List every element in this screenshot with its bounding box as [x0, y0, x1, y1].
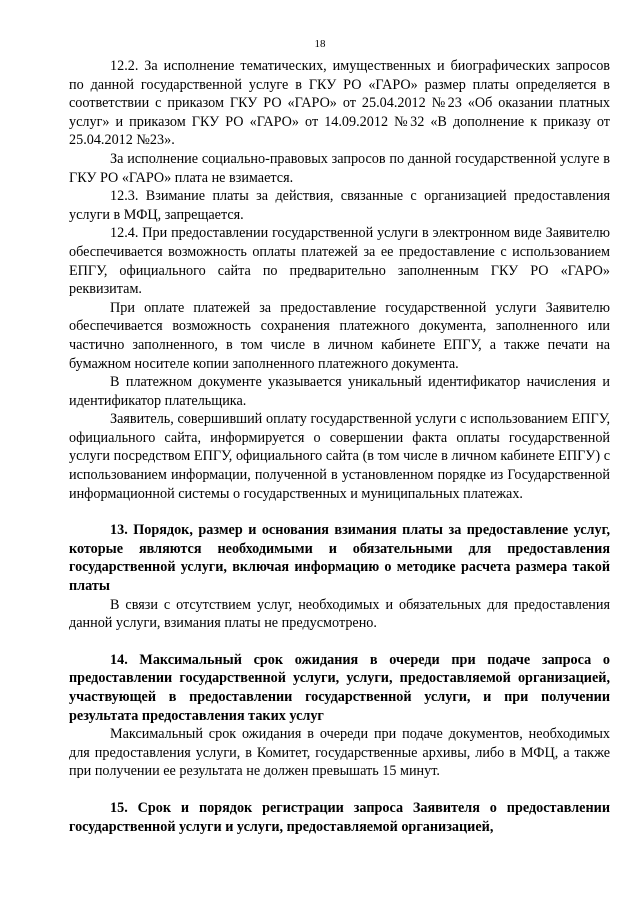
section-13-heading: 13. Порядок, размер и основания взимания платы за предоставление услуг, которые являются необходимыми и обязательными для предоставления государственной услуги, включая информацию о методике расчета размера такой платы [69, 522, 610, 595]
paragraph-12-2: 12.2. За исполнение тематических, имущественных и биографических запросов по данной государственной услуге в ГКУ РО «ГАРО» размер платы определяется в соответствии с приказом ГКУ РО «ГАРО» от 25.04.2012 №23 «Об оказании платных услуг» и приказом ГКУ РО «ГАРО» от 14.09.2012 №32 «В дополнение к приказу от 25.04.2012 №23». [69, 58, 610, 149]
paragraph-identifier: В платежном документе указывается уникальный идентификатор начисления и идентификатор плательщика. [69, 374, 610, 409]
paragraph-payment-document: При оплате платежей за предоставление государственной услуги Заявителю обеспечивается возможность сохранения платежного документа, заполненного или частично заполненного, в том числе в личном кабинете ЕПГУ, а также печати на бумажном носителе копии заполненного платежного документа. [69, 299, 610, 372]
page-content [69, 57, 610, 836]
section-14-heading: 14. Максимальный срок ожидания в очереди при подаче запроса о предоставлении государственной услуги, услуги, предоставляемой организацией, участвующей в предоставлении государственной услуги, и при получении результата предоставления таких услуг [69, 651, 610, 724]
page-number: 18 [314, 38, 326, 50]
section-13-body: В связи с отсутствием услуг, необходимых и обязательных для предоставления данной услуги, взимания платы не предусмотрено. [69, 596, 610, 632]
paragraph-12-3: 12.3. Взимание платы за действия, связанные с организацией предоставления услуги в МФЦ, запрещается. [69, 188, 610, 223]
paragraph-12-2-social: За исполнение социально-правовых запросов по данной государственной услуге в ГКУ РО «ГАРО» плата не взимается. [69, 150, 610, 186]
section-15-heading: 15. Срок и порядок регистрации запроса Заявителя о предоставлении государственной услуги и услуги, предоставляемой организацией, [69, 799, 610, 835]
paragraph-payment-info: Заявитель, совершивший оплату государственной услуги с использованием ЕПГУ, официального сайта, информируется о совершении факта оплаты государственной услуги посредством ЕПГУ, официального сайта (в том числе в личном кабинете ЕПГУ) с использованием информации, полученной в установленном порядке из Государственной информационной системы о государственных и муниципальных платежах. [69, 411, 610, 502]
section-14-body: Максимальный срок ожидания в очереди при подаче документов, необходимых для предоставления услуги, в Комитет, государственные архивы, либо в МФЦ, а также при получении ее результата не должен превышать 15 минут. [69, 726, 610, 780]
paragraph-12-4: 12.4. При предоставлении государственной услуги в электронном виде Заявителю обеспечивается возможность оплаты платежей за ее предоставление с использованием ЕПГУ, официального сайта по предварительно заполненным ГКУ РО «ГАРО» реквизитам. [69, 225, 610, 298]
